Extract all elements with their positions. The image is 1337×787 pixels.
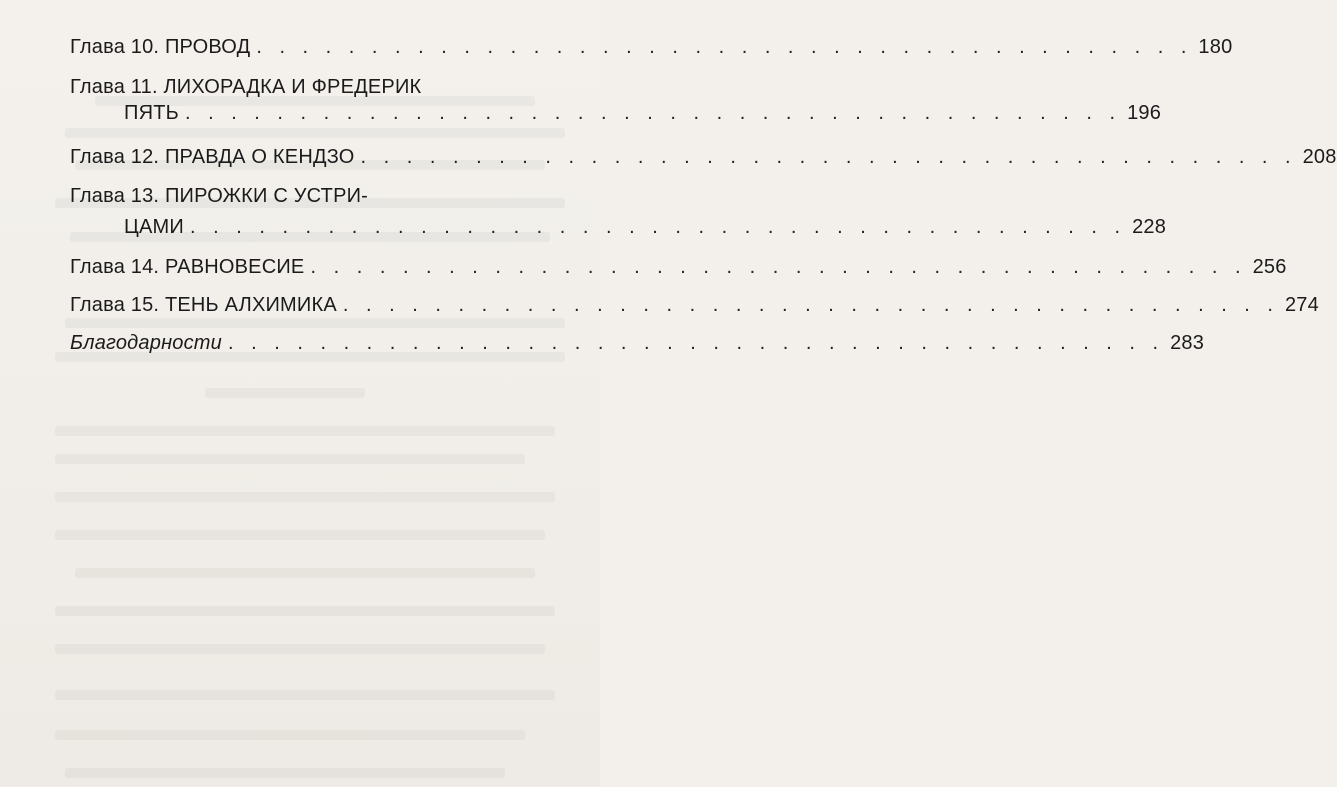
page-number: 196: [1127, 102, 1162, 124]
toc-entry-chapter-11[interactable]: [70, 74, 525, 100]
chapter-title: ПРОВОД: [164, 36, 251, 58]
toc-entry-chapter-13[interactable]: [70, 183, 525, 209]
toc-entry-chapter-13-continued[interactable]: [70, 214, 1167, 240]
toc-entry-chapter-12[interactable]: [70, 144, 1337, 170]
dot-leader: . . . . . . . . . . . . . . . . . . . . . . . . . . . . . . . . . . . . . . . . .: [342, 294, 1279, 316]
chapter-label: Глава 10.: [70, 36, 160, 58]
toc-entry-chapter-15[interactable]: [70, 292, 1319, 318]
chapter-title-line-1: ЛИХОРАДКА И ФРЕДЕРИК: [163, 76, 422, 98]
chapter-title-line-1: ПИРОЖКИ С УСТРИ-: [164, 185, 369, 207]
page-number: 283: [1170, 332, 1205, 354]
page-number: 180: [1198, 36, 1233, 58]
page-number: 256: [1252, 256, 1287, 278]
page-number: 274: [1284, 294, 1319, 316]
chapter-label: Глава 14.: [70, 256, 160, 278]
dot-leader: . . . . . . . . . . . . . . . . . . . . . . . . . . . . . . . . . . . . . . . . .: [256, 36, 1193, 58]
chapter-title: ТЕНЬ АЛХИМИКА: [164, 294, 337, 316]
chapter-label: Глава 15.: [70, 294, 160, 316]
chapter-title-line-2: ПЯТЬ: [124, 102, 179, 124]
toc-entry-chapter-14[interactable]: [70, 254, 1287, 280]
chapter-label: Глава 13.: [70, 185, 160, 207]
dot-leader: . . . . . . . . . . . . . . . . . . . . . . . . . . . . . . . . . . . . . . . . .: [189, 216, 1127, 238]
chapter-title-line-2: ЦАМИ: [124, 216, 184, 238]
chapter-label: Глава 12.: [70, 146, 160, 168]
page-number: 228: [1132, 216, 1167, 238]
dot-leader: . . . . . . . . . . . . . . . . . . . . . . . . . . . . . . . . . . . . . . . . .: [360, 146, 1297, 168]
chapter-title: ПРАВДА О КЕНДЗО: [164, 146, 355, 168]
dot-leader: . . . . . . . . . . . . . . . . . . . . . . . . . . . . . . . . . . . . . . . . .: [228, 332, 1165, 354]
chapter-label: Глава 11.: [70, 76, 158, 98]
dot-leader: . . . . . . . . . . . . . . . . . . . . . . . . . . . . . . . . . . . . . . . . .: [310, 256, 1247, 278]
chapter-title: РАВНОВЕСИЕ: [164, 256, 305, 278]
section-title: Благодарности: [70, 332, 222, 354]
dot-leader: . . . . . . . . . . . . . . . . . . . . . . . . . . . . . . . . . . . . . . . . .: [184, 102, 1122, 124]
page-number: 208: [1302, 146, 1337, 168]
toc-entry-chapter-11-continued[interactable]: [70, 100, 1162, 126]
toc-entry-acknowledgements[interactable]: [70, 330, 1205, 356]
toc-entry-chapter-10[interactable]: [70, 34, 1233, 60]
